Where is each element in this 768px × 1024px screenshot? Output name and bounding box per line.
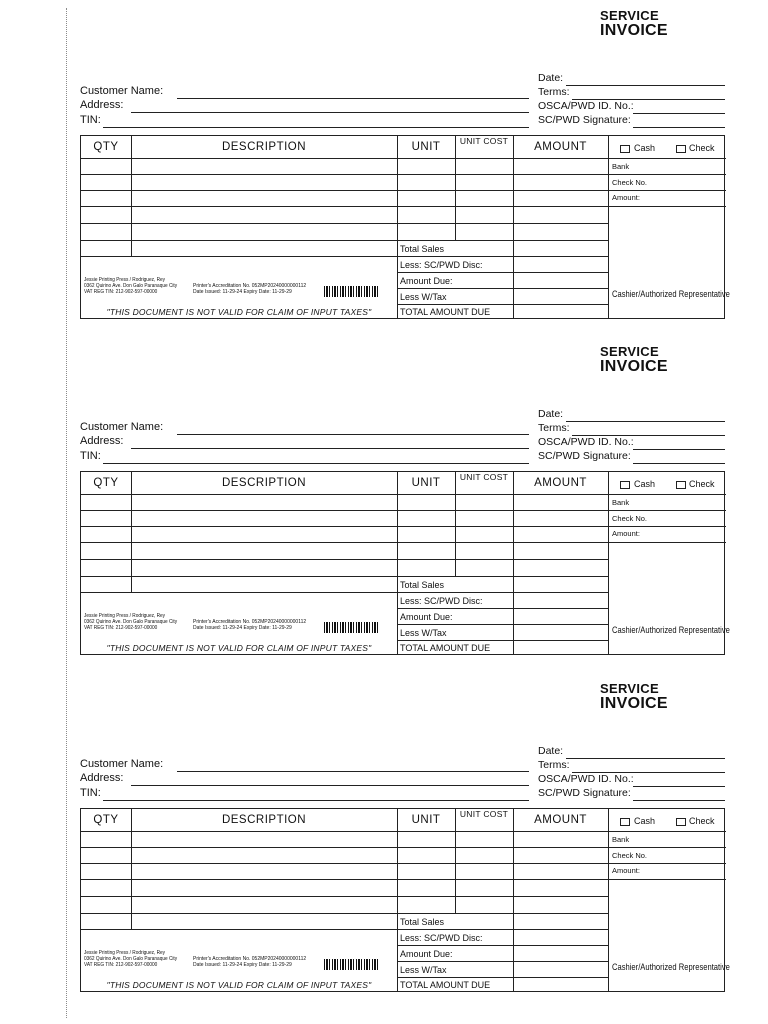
date-label: Date:	[538, 408, 564, 420]
service-invoice-form	[0, 336, 768, 672]
date-label: Date:	[538, 745, 564, 757]
column-header-amount: AMOUNT	[534, 477, 587, 489]
total-sales-label: Total Sales	[400, 244, 445, 254]
less-sc-pwd-disc-label: Less: SC/PWD Disc:	[400, 596, 483, 606]
column-header-qty: QTY	[93, 141, 119, 153]
payment-amount-label: Amount:	[612, 193, 640, 202]
row-divider	[81, 223, 608, 224]
bank-label: Bank	[612, 498, 630, 507]
row-divider	[81, 913, 608, 914]
check-checkbox[interactable]	[676, 481, 686, 489]
row-divider	[608, 206, 726, 207]
row-divider	[81, 831, 608, 832]
accreditation-info	[193, 956, 306, 968]
check-label: Check	[689, 479, 715, 489]
amount-due-label: Amount Due:	[400, 612, 453, 622]
row-divider	[81, 929, 608, 930]
title-service: SERVICE	[600, 8, 659, 23]
less-wtax-label: Less W/Tax	[400, 628, 447, 638]
col-divider	[513, 809, 514, 991]
tin-line	[103, 463, 529, 464]
row-divider	[81, 510, 608, 511]
check-no-label: Check No.	[612, 178, 648, 187]
column-header-description: DESCRIPTION	[221, 477, 307, 489]
customer-name-label: Customer Name:	[80, 758, 164, 770]
row-divider	[81, 896, 608, 897]
sc-pwd-signature-line	[633, 127, 725, 128]
address-label: Address:	[80, 99, 124, 111]
total-amount-due-label: TOTAL AMOUNT DUE	[400, 980, 491, 990]
date-field[interactable]	[538, 72, 725, 86]
date-label: Date:	[538, 72, 564, 84]
address-line	[131, 785, 529, 786]
terms-field[interactable]	[538, 422, 725, 436]
cash-checkbox[interactable]	[620, 481, 630, 489]
osca-pwd-id-label: OSCA/PWD ID. No.:	[538, 773, 634, 785]
tin-field[interactable]	[80, 787, 529, 801]
total-amount-due-label: TOTAL AMOUNT DUE	[400, 643, 491, 653]
row-divider	[608, 542, 726, 543]
total-sales-label: Total Sales	[400, 580, 445, 590]
printer-address: 0362 Quirino Ave. Don Galo Paranaque City	[84, 283, 178, 289]
row-divider	[81, 206, 608, 207]
col-divider	[397, 809, 398, 991]
title-invoice: INVOICE	[600, 22, 668, 39]
title-service: SERVICE	[600, 344, 659, 359]
date-field[interactable]	[538, 745, 725, 759]
title-service: SERVICE	[600, 681, 659, 696]
row-divider	[397, 624, 608, 625]
total-sales-label: Total Sales	[400, 917, 445, 927]
column-header-unit-cost: UNIT COST	[459, 136, 509, 146]
service-invoice-form	[0, 0, 768, 336]
sc-pwd-signature-field[interactable]	[538, 450, 725, 464]
date-field[interactable]	[538, 408, 725, 422]
row-divider	[608, 847, 726, 848]
printer-name: Jessie Printing Press / Rodriguez, Rey	[84, 277, 166, 283]
address-label: Address:	[80, 435, 124, 447]
printer-name: Jessie Printing Press / Rodriguez, Rey	[84, 613, 166, 619]
sc-pwd-signature-label: SC/PWD Signature:	[538, 787, 631, 799]
column-header-amount: AMOUNT	[534, 814, 587, 826]
cashier-signature-label: Cashier/Authorized Representative	[612, 625, 730, 636]
terms-label: Terms:	[538, 86, 570, 98]
col-divider	[513, 136, 514, 318]
barcode	[324, 959, 380, 970]
accreditation-info	[193, 619, 306, 631]
osca-pwd-id-field[interactable]	[538, 436, 725, 450]
col-divider	[397, 136, 398, 318]
tin-line	[103, 800, 529, 801]
tin-label: TIN:	[80, 787, 101, 799]
check-no-label: Check No.	[612, 514, 648, 523]
column-header-description: DESCRIPTION	[221, 141, 307, 153]
row-divider	[81, 559, 608, 560]
column-header-unit: UNIT	[411, 141, 441, 153]
printer-info	[84, 277, 177, 295]
sc-pwd-signature-label: SC/PWD Signature:	[538, 450, 631, 462]
row-divider	[81, 863, 608, 864]
osca-pwd-id-field[interactable]	[538, 100, 725, 114]
customer-name-label: Customer Name:	[80, 85, 164, 97]
column-header-amount: AMOUNT	[534, 141, 587, 153]
cash-label: Cash	[634, 143, 656, 153]
row-divider	[81, 190, 608, 191]
address-line	[131, 448, 529, 449]
address-line	[131, 112, 529, 113]
not-valid-note: "THIS DOCUMENT IS NOT VALID FOR CLAIM OF INPUT TAXES"	[106, 980, 372, 990]
amount-due-label: Amount Due:	[400, 276, 453, 286]
bank-label: Bank	[612, 835, 630, 844]
customer-name-field[interactable]	[80, 758, 529, 772]
tin-field[interactable]	[80, 450, 529, 464]
terms-field[interactable]	[538, 759, 725, 773]
amount-due-label: Amount Due:	[400, 949, 453, 959]
printer-accreditation: Printer's Accreditation No. 052MP20240000000112	[193, 619, 307, 625]
line-items-table	[80, 471, 730, 655]
cash-label: Cash	[634, 816, 656, 826]
column-header-unit: UNIT	[411, 814, 441, 826]
column-header-description: DESCRIPTION	[221, 814, 307, 826]
barcode	[324, 622, 380, 633]
row-divider	[397, 288, 608, 289]
printer-info	[84, 613, 177, 631]
terms-label: Terms:	[538, 422, 570, 434]
osca-pwd-id-field[interactable]	[538, 773, 725, 787]
row-divider	[81, 542, 608, 543]
title-invoice: INVOICE	[600, 695, 668, 712]
row-divider	[608, 510, 726, 511]
address-label: Address:	[80, 772, 124, 784]
issue-expiry-dates: Date Issued: 11-29-24 Expiry Date: 11-29-29	[193, 962, 292, 968]
sc-pwd-signature-field[interactable]	[538, 787, 725, 801]
not-valid-note: "THIS DOCUMENT IS NOT VALID FOR CLAIM OF INPUT TAXES"	[106, 643, 372, 653]
row-divider	[81, 174, 608, 175]
customer-name-label: Customer Name:	[80, 421, 164, 433]
row-divider	[397, 945, 608, 946]
row-divider	[608, 831, 726, 832]
address-field[interactable]	[80, 99, 529, 113]
sc-pwd-signature-line	[633, 800, 725, 801]
issue-expiry-dates: Date Issued: 11-29-24 Expiry Date: 11-29-29	[193, 625, 292, 631]
not-valid-note: "THIS DOCUMENT IS NOT VALID FOR CLAIM OF INPUT TAXES"	[106, 307, 372, 317]
cashier-signature-label: Cashier/Authorized Representative	[612, 962, 730, 973]
row-divider	[608, 174, 726, 175]
check-label: Check	[689, 816, 715, 826]
row-divider	[608, 494, 726, 495]
cash-checkbox[interactable]	[620, 818, 630, 826]
column-header-qty: QTY	[93, 477, 119, 489]
column-header-qty: QTY	[93, 814, 119, 826]
row-divider	[397, 608, 608, 609]
payment-amount-label: Amount:	[612, 866, 640, 875]
line-items-table	[80, 808, 730, 992]
cash-checkbox[interactable]	[620, 145, 630, 153]
row-divider	[397, 304, 608, 305]
row-divider	[81, 158, 608, 159]
row-divider	[81, 526, 608, 527]
check-label: Check	[689, 143, 715, 153]
less-wtax-label: Less W/Tax	[400, 292, 447, 302]
cash-label: Cash	[634, 479, 656, 489]
check-checkbox[interactable]	[676, 145, 686, 153]
row-divider	[397, 272, 608, 273]
bank-label: Bank	[612, 162, 630, 171]
row-divider	[81, 240, 608, 241]
row-divider	[81, 494, 608, 495]
payment-amount-label: Amount:	[612, 529, 640, 538]
printer-vat-tin: VAT REG TIN: 212-902-597-00000	[84, 625, 158, 631]
row-divider	[81, 256, 608, 257]
row-divider	[397, 961, 608, 962]
row-divider	[608, 879, 726, 880]
printer-accreditation: Printer's Accreditation No. 052MP20240000000112	[193, 283, 307, 289]
less-sc-pwd-disc-label: Less: SC/PWD Disc:	[400, 933, 483, 943]
printer-address: 0362 Quirino Ave. Don Galo Paranaque City	[84, 956, 178, 962]
col-divider	[608, 809, 609, 991]
column-header-unit-cost: UNIT COST	[459, 809, 509, 819]
col-divider	[608, 136, 609, 318]
less-sc-pwd-disc-label: Less: SC/PWD Disc:	[400, 260, 483, 270]
osca-pwd-id-label: OSCA/PWD ID. No.:	[538, 436, 634, 448]
sc-pwd-signature-label: SC/PWD Signature:	[538, 114, 631, 126]
customer-name-field[interactable]	[80, 85, 529, 99]
row-divider	[608, 158, 726, 159]
address-field[interactable]	[80, 772, 529, 786]
cashier-signature-label: Cashier/Authorized Representative	[612, 289, 730, 300]
service-invoice-form	[0, 673, 768, 1009]
row-divider	[81, 847, 608, 848]
col-divider	[513, 472, 514, 654]
tin-label: TIN:	[80, 450, 101, 462]
total-amount-due-label: TOTAL AMOUNT DUE	[400, 307, 491, 317]
line-items-table	[80, 135, 730, 319]
customer-name-field[interactable]	[80, 421, 529, 435]
printer-name: Jessie Printing Press / Rodriguez, Rey	[84, 950, 166, 956]
sc-pwd-signature-line	[633, 463, 725, 464]
tin-field[interactable]	[80, 114, 529, 128]
printer-accreditation: Printer's Accreditation No. 052MP20240000000112	[193, 956, 307, 962]
column-header-unit-cost: UNIT COST	[459, 472, 509, 482]
terms-field[interactable]	[538, 86, 725, 100]
col-divider	[608, 472, 609, 654]
row-divider	[608, 190, 726, 191]
tin-label: TIN:	[80, 114, 101, 126]
less-wtax-label: Less W/Tax	[400, 965, 447, 975]
row-divider	[81, 879, 608, 880]
accreditation-info	[193, 283, 306, 295]
row-divider	[397, 640, 608, 641]
printer-vat-tin: VAT REG TIN: 212-902-597-00000	[84, 962, 158, 968]
sc-pwd-signature-field[interactable]	[538, 114, 725, 128]
printer-info	[84, 950, 177, 968]
osca-pwd-id-label: OSCA/PWD ID. No.:	[538, 100, 634, 112]
barcode	[324, 286, 380, 297]
row-divider	[81, 576, 608, 577]
tin-line	[103, 127, 529, 128]
issue-expiry-dates: Date Issued: 11-29-24 Expiry Date: 11-29-29	[193, 289, 292, 295]
row-divider	[608, 863, 726, 864]
col-divider	[397, 472, 398, 654]
column-header-unit: UNIT	[411, 477, 441, 489]
row-divider	[397, 977, 608, 978]
terms-label: Terms:	[538, 759, 570, 771]
address-field[interactable]	[80, 435, 529, 449]
check-checkbox[interactable]	[676, 818, 686, 826]
printer-address: 0362 Quirino Ave. Don Galo Paranaque City	[84, 619, 178, 625]
printer-vat-tin: VAT REG TIN: 212-902-597-00000	[84, 289, 158, 295]
row-divider	[608, 526, 726, 527]
check-no-label: Check No.	[612, 851, 648, 860]
row-divider	[81, 592, 608, 593]
title-invoice: INVOICE	[600, 358, 668, 375]
